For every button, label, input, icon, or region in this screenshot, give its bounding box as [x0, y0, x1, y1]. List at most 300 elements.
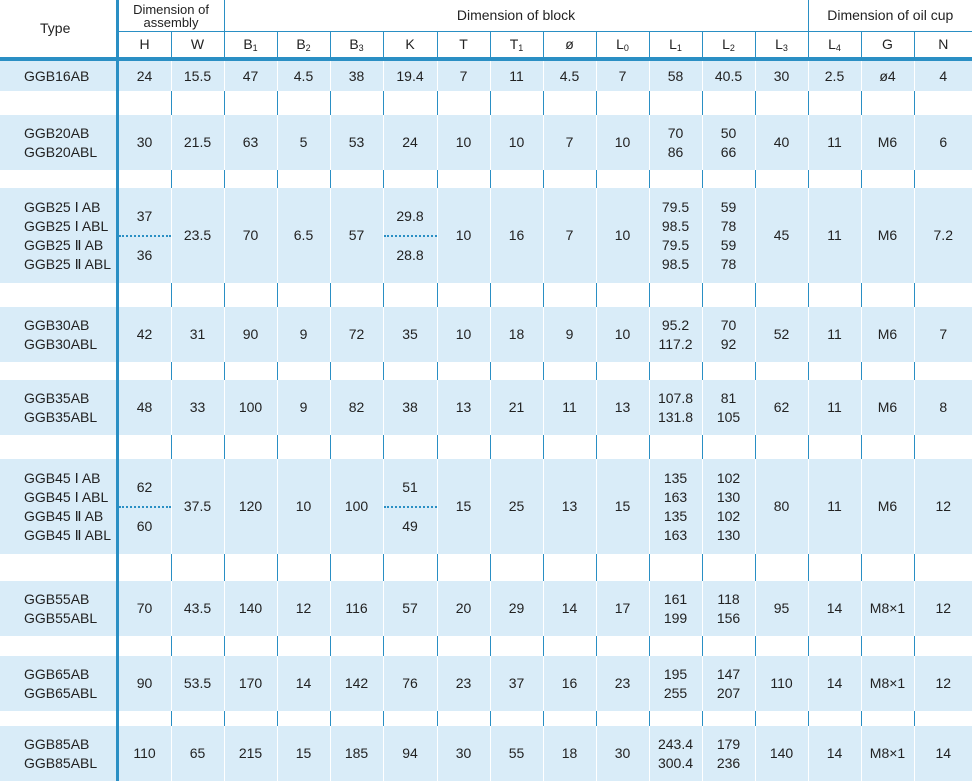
- cell-b1: 47: [224, 59, 277, 91]
- spacer-cell: [117, 170, 171, 188]
- cell-n: 8: [914, 380, 972, 435]
- cell-value: 94: [402, 745, 418, 761]
- spacer-cell: [0, 362, 117, 380]
- cell-h: [117, 188, 171, 283]
- col-header-T: T: [437, 32, 490, 60]
- cell-l3: 40: [755, 115, 808, 170]
- spacer-cell: [596, 170, 649, 188]
- header-group-row: [0, 0, 972, 32]
- cell-value: GGB20ABL: [24, 143, 98, 160]
- spacer-cell: [649, 435, 702, 459]
- oil-cup-group-header: Dimension of oil cup: [808, 0, 972, 32]
- spacer-cell: [224, 362, 277, 380]
- dotted-divider: [384, 235, 437, 237]
- cell-value: 95.2: [661, 316, 690, 333]
- cell-b1: 215: [224, 726, 277, 781]
- spacer-cell: [808, 170, 861, 188]
- spacer-cell: [0, 91, 117, 115]
- spacer-cell: [914, 711, 972, 726]
- cell-phi: 18: [543, 726, 596, 781]
- cell-value: 105: [716, 408, 741, 425]
- cell-value: 207: [716, 684, 741, 701]
- cell-value: 30: [136, 134, 153, 150]
- assembly-header-line2: assembly: [143, 15, 199, 30]
- cell-value: GGB30AB: [24, 316, 90, 333]
- cell-l0: 10: [596, 307, 649, 362]
- spacer-cell: [808, 362, 861, 380]
- spacer-cell: [117, 711, 171, 726]
- spacer-cell: [330, 91, 383, 115]
- spacer-cell: [224, 435, 277, 459]
- cell-k: [383, 581, 437, 636]
- spacer-cell: [755, 554, 808, 581]
- cell-b2: 4.5: [277, 59, 330, 91]
- spacer-cell: [755, 711, 808, 726]
- spacer-cell: [437, 554, 490, 581]
- cell-value: 147: [716, 665, 741, 682]
- cell-l2: [702, 581, 755, 636]
- spacer-cell: [543, 362, 596, 380]
- cell-t: 10: [437, 188, 490, 283]
- spacer-cell: [596, 554, 649, 581]
- spacer-cell: [383, 636, 437, 656]
- spacer-cell: [649, 283, 702, 307]
- spacer-cell: [330, 435, 383, 459]
- cell-l4: 14: [808, 581, 861, 636]
- cell-value: 59: [720, 236, 737, 253]
- spacer-cell: [437, 362, 490, 380]
- cell-n: 12: [914, 656, 972, 711]
- spacer-cell: [117, 435, 171, 459]
- col-header-phi: ø: [543, 32, 596, 60]
- cell-types: [0, 307, 117, 362]
- spacer-cell: [649, 636, 702, 656]
- spacer-cell: [117, 554, 171, 581]
- spacer-cell: [596, 435, 649, 459]
- table-row: [0, 307, 972, 362]
- cell-types: [0, 656, 117, 711]
- spacer-cell: [224, 283, 277, 307]
- spacer-cell: [490, 170, 543, 188]
- cell-b3: 82: [330, 380, 383, 435]
- cell-g: M6: [861, 380, 914, 435]
- cell-l0: 17: [596, 581, 649, 636]
- cell-g: M6: [861, 115, 914, 170]
- cell-types: [0, 115, 117, 170]
- cell-t1: 16: [490, 188, 543, 283]
- cell-b3: 72: [330, 307, 383, 362]
- cell-g: M6: [861, 307, 914, 362]
- cell-l3: 62: [755, 380, 808, 435]
- cell-l2: [702, 656, 755, 711]
- cell-h: [117, 656, 171, 711]
- row-spacer: [0, 170, 972, 188]
- spacer-cell: [277, 711, 330, 726]
- cell-l2: [702, 59, 755, 91]
- cell-value: 24: [136, 67, 153, 84]
- cell-value: 102: [716, 507, 741, 524]
- cell-w: 53.5: [171, 656, 224, 711]
- cell-w: 31: [171, 307, 224, 362]
- spacer-cell: [171, 283, 224, 307]
- cell-value: GGB16AB: [24, 67, 90, 84]
- col-header-K: K: [383, 32, 437, 60]
- spacer-cell: [330, 283, 383, 307]
- cell-value: 110: [133, 745, 156, 761]
- col-header-N: N: [914, 32, 972, 60]
- spacer-cell: [702, 91, 755, 115]
- cell-w: 21.5: [171, 115, 224, 170]
- cell-value: 135: [663, 507, 688, 524]
- spacer-cell: [596, 91, 649, 115]
- cell-n: 7.2: [914, 188, 972, 283]
- cell-l1: [649, 581, 702, 636]
- cell-w: 43.5: [171, 581, 224, 636]
- spacer-cell: [702, 636, 755, 656]
- spacer-cell: [330, 170, 383, 188]
- cell-b1: 170: [224, 656, 277, 711]
- spacer-cell: [0, 636, 117, 656]
- col-header-L4: $L_4$: [808, 32, 861, 60]
- cell-l0: 10: [596, 115, 649, 170]
- spacer-cell: [383, 435, 437, 459]
- cell-value: GGB65ABL: [24, 684, 98, 701]
- cell-l0: 30: [596, 726, 649, 781]
- assembly-group-header: [117, 0, 224, 32]
- cell-l3: 45: [755, 188, 808, 283]
- spacer-cell: [383, 711, 437, 726]
- cell-h: [117, 726, 171, 781]
- spacer-cell: [490, 362, 543, 380]
- cell-g: ø4: [861, 59, 914, 91]
- spacer-cell: [437, 283, 490, 307]
- spacer-cell: [277, 636, 330, 656]
- spacer-cell: [543, 636, 596, 656]
- cell-value: 42: [136, 326, 153, 342]
- dotted-divider: [119, 506, 171, 508]
- cell-l1: [649, 656, 702, 711]
- cell-types: [0, 459, 117, 554]
- spacer-cell: [383, 91, 437, 115]
- cell-t1: 18: [490, 307, 543, 362]
- cell-value: GGB25 Ⅱ AB: [24, 236, 104, 253]
- cell-t1: 55: [490, 726, 543, 781]
- cell-value: 24: [402, 134, 418, 150]
- cell-value: 51: [402, 478, 418, 495]
- cell-t: 10: [437, 115, 490, 170]
- cell-value: GGB25 Ⅱ ABL: [24, 255, 112, 272]
- col-header-H: H: [117, 32, 171, 60]
- cell-value: 92: [720, 335, 737, 352]
- cell-b1: 63: [224, 115, 277, 170]
- cell-w: 23.5: [171, 188, 224, 283]
- cell-h: [117, 59, 171, 91]
- cell-value: 70: [136, 600, 153, 616]
- cell-b3: 57: [330, 188, 383, 283]
- cell-value: 135: [663, 469, 688, 486]
- col-header-W: W: [171, 32, 224, 60]
- cell-value: 78: [720, 255, 737, 272]
- spacer-cell: [914, 170, 972, 188]
- spacer-cell: [171, 91, 224, 115]
- spacer-cell: [277, 362, 330, 380]
- type-header: Type: [0, 0, 117, 59]
- spacer-cell: [808, 636, 861, 656]
- spacer-cell: [596, 711, 649, 726]
- cell-value: 199: [663, 609, 688, 626]
- cell-b2: 14: [277, 656, 330, 711]
- cell-value: 37: [136, 207, 153, 224]
- cell-types: [0, 380, 117, 435]
- spacer-cell: [224, 554, 277, 581]
- cell-value: GGB45 Ⅰ ABL: [24, 488, 109, 505]
- cell-k: [383, 459, 437, 554]
- cell-l1: [649, 188, 702, 283]
- spacer-cell: [808, 554, 861, 581]
- cell-l3: 52: [755, 307, 808, 362]
- cell-value: 98.5: [661, 255, 690, 272]
- spacer-cell: [224, 636, 277, 656]
- cell-value: 76: [402, 675, 418, 691]
- spacer-cell: [330, 711, 383, 726]
- row-spacer: [0, 711, 972, 726]
- spacer-cell: [755, 435, 808, 459]
- cell-l1: [649, 380, 702, 435]
- table-body: [0, 59, 972, 781]
- spacer-cell: [0, 711, 117, 726]
- cell-value: 48: [136, 399, 153, 415]
- cell-value: GGB85ABL: [24, 754, 98, 771]
- cell-k: [383, 188, 437, 283]
- cell-phi: 11: [543, 380, 596, 435]
- spacer-cell: [808, 711, 861, 726]
- spacer-cell: [808, 283, 861, 307]
- cell-value: GGB55AB: [24, 590, 90, 607]
- spacer-cell: [383, 362, 437, 380]
- spacer-cell: [277, 283, 330, 307]
- spacer-cell: [596, 283, 649, 307]
- cell-l0: 15: [596, 459, 649, 554]
- cell-value: 62: [136, 478, 153, 495]
- cell-value: GGB55ABL: [24, 609, 98, 626]
- spacer-cell: [330, 636, 383, 656]
- cell-value: 130: [716, 526, 741, 543]
- table-row: [0, 188, 972, 283]
- spacer-cell: [171, 170, 224, 188]
- spacer-cell: [543, 170, 596, 188]
- spacer-cell: [861, 170, 914, 188]
- cell-value: GGB45 Ⅰ AB: [24, 469, 101, 486]
- spacer-cell: [490, 554, 543, 581]
- cell-l3: 95: [755, 581, 808, 636]
- table-header: [0, 0, 972, 59]
- cell-l4: 11: [808, 188, 861, 283]
- spacer-cell: [383, 170, 437, 188]
- cell-value: 107.8: [657, 389, 694, 406]
- cell-value: 86: [667, 143, 684, 160]
- spacer-cell: [649, 170, 702, 188]
- cell-phi: 7: [543, 188, 596, 283]
- table-row: [0, 726, 972, 781]
- cell-h: [117, 307, 171, 362]
- cell-t: 23: [437, 656, 490, 711]
- col-header-B3: $B_3$: [330, 32, 383, 60]
- cell-value: GGB35AB: [24, 389, 90, 406]
- spacer-cell: [117, 362, 171, 380]
- cell-h: [117, 459, 171, 554]
- cell-h: [117, 581, 171, 636]
- cell-l1: [649, 726, 702, 781]
- spacer-cell: [224, 711, 277, 726]
- cell-g: M6: [861, 459, 914, 554]
- cell-l4: 11: [808, 307, 861, 362]
- cell-n: 7: [914, 307, 972, 362]
- cell-value: 90: [136, 675, 153, 691]
- cell-t: 7: [437, 59, 490, 91]
- cell-n: 14: [914, 726, 972, 781]
- cell-value: GGB35ABL: [24, 408, 98, 425]
- spacer-cell: [171, 636, 224, 656]
- cell-t: 13: [437, 380, 490, 435]
- cell-l4: 14: [808, 656, 861, 711]
- cell-value: 40.5: [714, 67, 743, 84]
- cell-t1: 37: [490, 656, 543, 711]
- cell-b1: 100: [224, 380, 277, 435]
- row-spacer: [0, 362, 972, 380]
- header-column-row: [0, 32, 972, 60]
- spacer-cell: [596, 362, 649, 380]
- cell-l1: [649, 307, 702, 362]
- cell-g: M8×1: [861, 726, 914, 781]
- cell-h: [117, 380, 171, 435]
- cell-w: 65: [171, 726, 224, 781]
- cell-n: 12: [914, 459, 972, 554]
- spacer-cell: [383, 283, 437, 307]
- cell-h: [117, 115, 171, 170]
- cell-value: 58: [667, 67, 684, 84]
- dotted-divider: [119, 235, 171, 237]
- cell-b3: 53: [330, 115, 383, 170]
- spacer-cell: [914, 283, 972, 307]
- spacer-cell: [596, 636, 649, 656]
- cell-l4: 11: [808, 459, 861, 554]
- spacer-cell: [0, 435, 117, 459]
- spacer-cell: [861, 362, 914, 380]
- cell-b1: 140: [224, 581, 277, 636]
- cell-l4: 11: [808, 115, 861, 170]
- cell-phi: 14: [543, 581, 596, 636]
- spacer-cell: [277, 170, 330, 188]
- cell-value: 36: [136, 246, 153, 263]
- spacer-cell: [914, 554, 972, 581]
- cell-value: 79.5: [661, 198, 690, 215]
- cell-n: 4: [914, 59, 972, 91]
- spacer-cell: [383, 554, 437, 581]
- cell-t1: 25: [490, 459, 543, 554]
- spacer-cell: [277, 554, 330, 581]
- spacer-cell: [861, 711, 914, 726]
- cell-t: 20: [437, 581, 490, 636]
- spacer-cell: [755, 283, 808, 307]
- cell-value: 78: [720, 217, 737, 234]
- spacer-cell: [437, 435, 490, 459]
- cell-t: 10: [437, 307, 490, 362]
- spacer-cell: [702, 283, 755, 307]
- col-header-T1: $T_1$: [490, 32, 543, 60]
- cell-l0: 23: [596, 656, 649, 711]
- spacer-cell: [490, 283, 543, 307]
- cell-t1: 21: [490, 380, 543, 435]
- cell-l1: [649, 115, 702, 170]
- cell-t1: 10: [490, 115, 543, 170]
- row-spacer: [0, 636, 972, 656]
- cell-value: GGB45 Ⅱ ABL: [24, 526, 112, 543]
- cell-l2: [702, 115, 755, 170]
- cell-value: 243.4: [657, 735, 694, 752]
- spacer-cell: [490, 91, 543, 115]
- cell-t1: 29: [490, 581, 543, 636]
- row-spacer: [0, 435, 972, 459]
- cell-phi: 13: [543, 459, 596, 554]
- table-row: [0, 380, 972, 435]
- col-header-G: G: [861, 32, 914, 60]
- cell-value: 50: [720, 124, 737, 141]
- spacer-cell: [649, 362, 702, 380]
- spacer-cell: [914, 362, 972, 380]
- cell-value: GGB30ABL: [24, 335, 98, 352]
- cell-b2: 6.5: [277, 188, 330, 283]
- cell-value: 236: [716, 754, 741, 771]
- spacer-cell: [808, 91, 861, 115]
- spacer-cell: [171, 554, 224, 581]
- cell-l0: 7: [596, 59, 649, 91]
- cell-phi: 9: [543, 307, 596, 362]
- spacer-cell: [914, 636, 972, 656]
- cell-k: [383, 380, 437, 435]
- block-group-header: Dimension of block: [224, 0, 808, 32]
- cell-value: 179: [716, 735, 741, 752]
- spacer-cell: [702, 711, 755, 726]
- row-spacer: [0, 554, 972, 581]
- spacer-cell: [543, 283, 596, 307]
- cell-k: [383, 115, 437, 170]
- cell-w: 15.5: [171, 59, 224, 91]
- spacer-cell: [543, 554, 596, 581]
- cell-types: [0, 59, 117, 91]
- row-spacer: [0, 91, 972, 115]
- spacer-cell: [861, 283, 914, 307]
- cell-g: M8×1: [861, 656, 914, 711]
- cell-value: 66: [720, 143, 737, 160]
- spacer-cell: [0, 554, 117, 581]
- cell-b1: 70: [224, 188, 277, 283]
- cell-value: 131.8: [657, 408, 694, 425]
- cell-l3: 30: [755, 59, 808, 91]
- spacer-cell: [861, 554, 914, 581]
- cell-value: 81: [720, 389, 737, 406]
- cell-b2: 9: [277, 307, 330, 362]
- cell-value: 195: [663, 665, 688, 682]
- cell-b3: 116: [330, 581, 383, 636]
- cell-value: GGB20AB: [24, 124, 90, 141]
- cell-l1: [649, 459, 702, 554]
- cell-w: 33: [171, 380, 224, 435]
- spacer-cell: [0, 283, 117, 307]
- spacer-cell: [543, 711, 596, 726]
- spacer-cell: [914, 435, 972, 459]
- cell-phi: 16: [543, 656, 596, 711]
- cell-l3: 140: [755, 726, 808, 781]
